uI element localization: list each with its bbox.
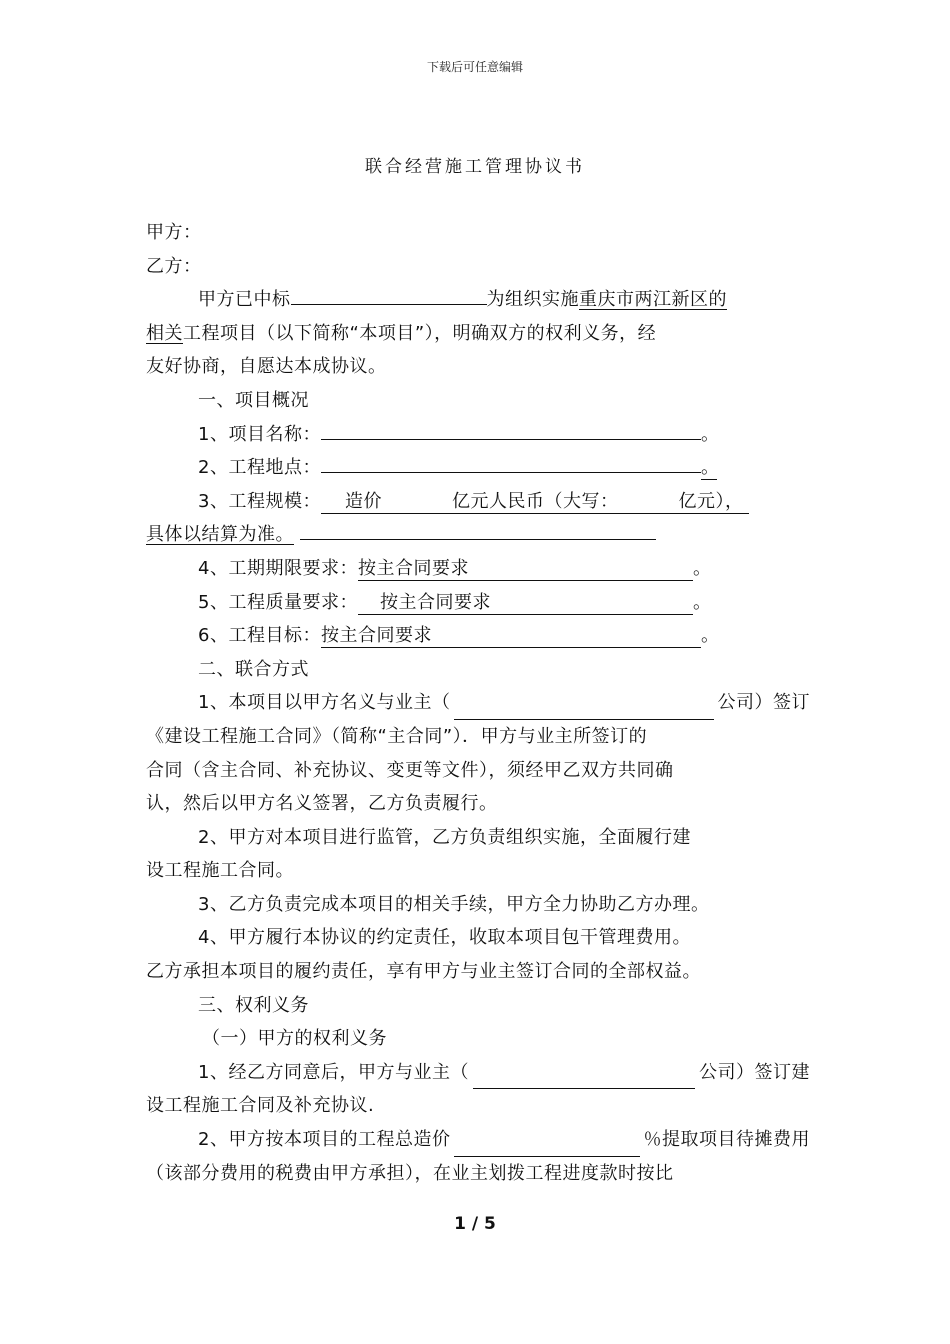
section-2-heading: 二、联合方式 — [198, 658, 309, 680]
project-name-blank — [321, 439, 701, 440]
intro-line-1: 甲方已中标 为组织实施重庆市两江新区的 — [198, 289, 727, 311]
owner-company-blank-2 — [473, 1056, 695, 1090]
sec2-p1-line-1: 1、本项目以甲方名义与业主（ 公司）签订 — [146, 686, 810, 720]
project-name-row: 1、项目名称： 。 — [198, 423, 720, 445]
party-a-label: 甲方： — [146, 222, 202, 243]
sec2-p2-line-1: 2、甲方对本项目进行监管，乙方负责组织实施，全面履行建 — [198, 826, 691, 848]
party-b-label: 乙方： — [146, 255, 202, 277]
section-1-heading: 一、项目概况 — [198, 389, 309, 411]
period-row: 4、工期期限要求：按主合同要求 。 — [198, 557, 712, 579]
intro-line-2: 相关工程项目（以下简称“本项目”），明确双方的权利义务，经 — [146, 322, 657, 344]
page-number: 1 / 5 — [454, 1214, 496, 1234]
sec3-p2-line-2: （该部分费用的税费由甲方承担），在业主划拨工程进度款时按比 — [146, 1162, 674, 1184]
site-blank — [321, 472, 701, 473]
scale-row-2: 具体以结算为准。 — [146, 518, 810, 552]
quality-row: 5、工程质量要求： 按主合同要求 。 — [198, 591, 712, 613]
sec2-p1-line-4: 认，然后以甲方名义签署，乙方负责履行。 — [146, 793, 498, 815]
sec2-p4-line-2: 乙方承担本项目的履约责任，享有甲方与业主签订合同的全部权益。 — [146, 961, 701, 983]
scale-blank: 造价 亿元人民币（大写： 亿元）， — [321, 491, 750, 514]
scale-row: 3、工程规模： 造价 亿元人民币（大写： 亿元）， — [146, 485, 810, 519]
sec2-p1-line-3: 合同（含主合同、补充协议、变更等文件），须经甲乙双方共同确 — [146, 759, 674, 781]
document-body — [146, 216, 810, 1190]
header-note: 下载后可任意编辑 — [426, 60, 523, 74]
sec2-p3: 3、乙方负责完成本项目的相关手续，甲方全力协助乙方办理。 — [198, 893, 710, 915]
sec3-p2-line-1: 2、甲方按本项目的工程总造价 ％提取项目待摊费用 — [146, 1123, 810, 1157]
site-row: 2、工程地点： 。 — [198, 457, 720, 479]
document-title: 联合经营施工管理协议书 — [365, 157, 585, 177]
sec3-p1-line-2: 设工程施工合同及补充协议. — [146, 1095, 375, 1117]
target-row: 6、工程目标：按主合同要求 。 — [198, 625, 720, 647]
bid-blank — [291, 304, 487, 305]
intro-line-3: 友好协商，自愿达本成协议。 — [146, 356, 387, 378]
sec2-p4-line-1: 4、甲方履行本协议的约定责任，收取本项目包干管理费用。 — [198, 927, 691, 949]
cost-percent-blank — [454, 1123, 639, 1157]
sec3-p1-line-1: 1、经乙方同意后，甲方与业主（ 公司）签订建 — [146, 1056, 810, 1090]
owner-company-blank — [454, 686, 713, 720]
scale-blank-2 — [300, 539, 656, 540]
sec2-p1-line-2: 《建设工程施工合同》（简称“主合同”）．甲方与业主所签订的 — [146, 725, 648, 747]
section-3-heading: 三、权利义务 — [198, 994, 309, 1016]
sec2-p2-line-2: 设工程施工合同。 — [146, 860, 294, 882]
section-3-sub-1: （一）甲方的权利义务 — [202, 1028, 387, 1050]
